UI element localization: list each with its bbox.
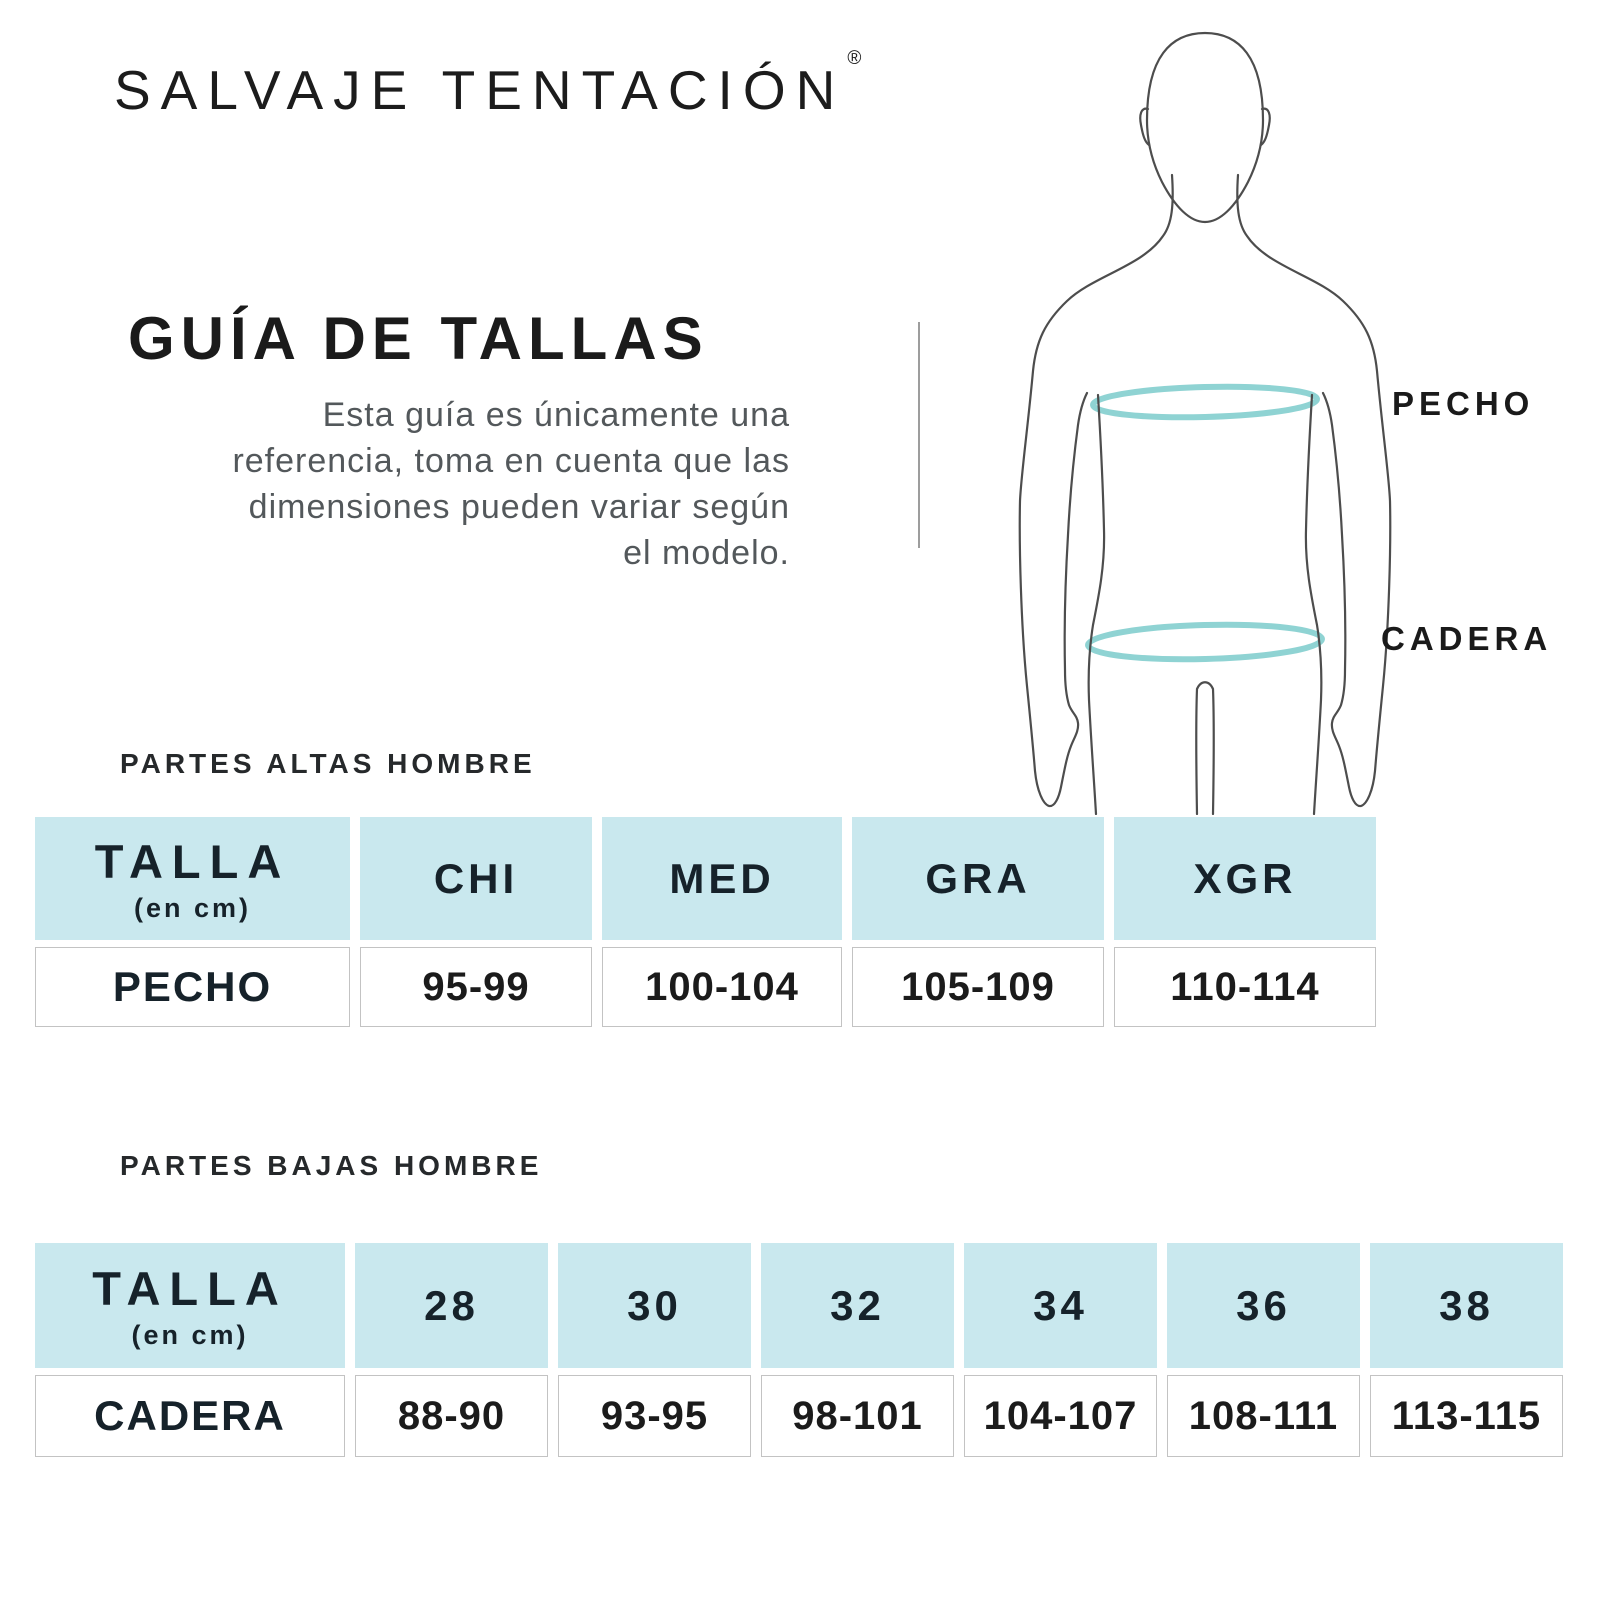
section-title-bottoms: PARTES BAJAS HOMBRE — [120, 1150, 543, 1181]
tops-table-data-row — [35, 947, 1376, 1027]
intro-paragraph — [88, 392, 790, 576]
talla-title: TALLA — [94, 834, 291, 888]
column-header-34: 34 — [964, 1243, 1157, 1368]
intro-line: dimensiones pueden variar según — [248, 488, 790, 526]
vertical-divider — [918, 322, 920, 548]
chest-value-gra: 105-109 — [852, 947, 1104, 1027]
left-torso-leg — [1089, 395, 1104, 814]
hip-measure-line — [1088, 622, 1323, 662]
column-header-xgr: XGR — [1114, 817, 1376, 940]
bottoms-table-header-row — [35, 1243, 1563, 1368]
intro-line: Esta guía es únicamente una — [322, 396, 790, 434]
hip-label: CADERA — [1381, 620, 1553, 657]
chest-measure-line — [1093, 384, 1318, 420]
hip-value-34: 104-107 — [964, 1375, 1157, 1457]
registered-trademark-symbol: ® — [847, 47, 862, 69]
bottoms-size-table — [35, 1243, 1563, 1457]
row-label-cadera: CADERA — [35, 1375, 345, 1457]
section-title-tops: PARTES ALTAS HOMBRE — [120, 748, 536, 779]
chest-value-med: 100-104 — [602, 947, 842, 1027]
intro-line: referencia, toma en cuenta que las — [232, 442, 790, 480]
chest-value-xgr: 110-114 — [1114, 947, 1376, 1027]
chest-label: PECHO — [1392, 385, 1535, 422]
column-header-28: 28 — [355, 1243, 548, 1368]
male-outline-svg — [975, 25, 1445, 815]
tops-table-header-row — [35, 817, 1376, 940]
hip-value-30: 93-95 — [558, 1375, 751, 1457]
body-figure-illustration — [975, 25, 1445, 815]
column-header-30: 30 — [558, 1243, 751, 1368]
tops-size-table — [35, 817, 1376, 1027]
column-header-38: 38 — [1370, 1243, 1563, 1368]
chest-value-chi: 95-99 — [360, 947, 592, 1027]
intro-line: el modelo. — [623, 534, 790, 572]
column-header-gra: GRA — [852, 817, 1104, 940]
talla-subtitle: (en cm) — [131, 1319, 249, 1350]
hip-value-28: 88-90 — [355, 1375, 548, 1457]
column-header-chi: CHI — [360, 817, 592, 940]
row-label-pecho: PECHO — [35, 947, 350, 1027]
brand-name: SALVAJE TENTACIÓN — [114, 59, 846, 121]
brand-logo — [114, 47, 862, 122]
head-outline — [1147, 33, 1263, 222]
page-title: GUÍA DE TALLAS — [128, 305, 709, 372]
talla-header-cell — [35, 817, 350, 940]
column-header-36: 36 — [1167, 1243, 1360, 1368]
hip-value-38: 113-115 — [1370, 1375, 1563, 1457]
column-header-med: MED — [602, 817, 842, 940]
hip-value-36: 108-111 — [1167, 1375, 1360, 1457]
talla-title: TALLA — [92, 1261, 288, 1315]
right-torso-leg — [1306, 395, 1321, 814]
talla-subtitle: (en cm) — [133, 892, 252, 923]
right-arm-outline — [1237, 175, 1390, 806]
bottoms-table-data-row — [35, 1375, 1563, 1457]
talla-header-cell — [35, 1243, 345, 1368]
column-header-32: 32 — [761, 1243, 954, 1368]
inner-leg-gap — [1196, 682, 1214, 814]
hip-value-32: 98-101 — [761, 1375, 954, 1457]
left-arm-outline — [1020, 175, 1173, 806]
